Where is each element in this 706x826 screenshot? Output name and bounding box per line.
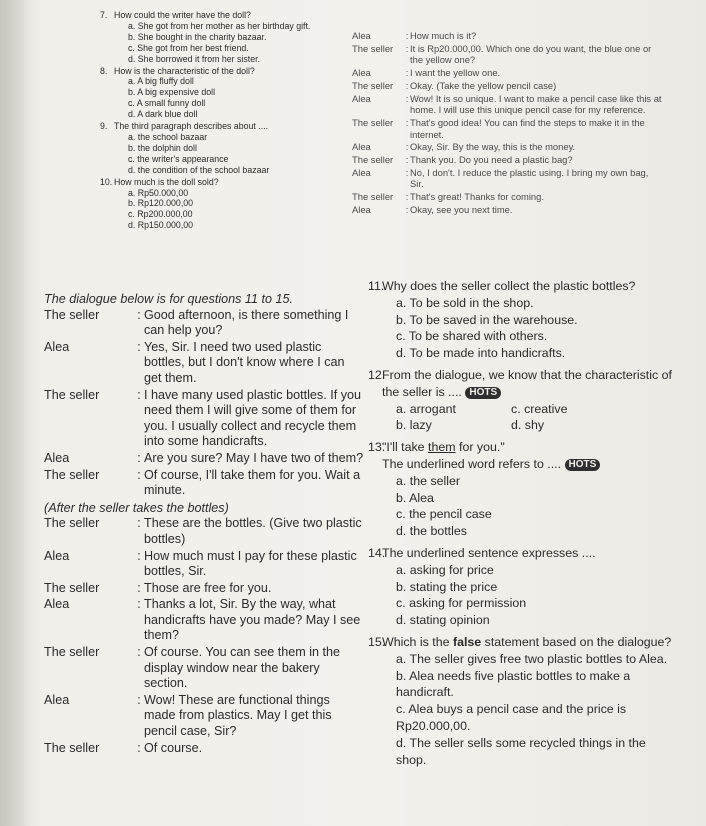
speaker-name: Alea: [44, 450, 70, 465]
option: a. arrogant: [396, 401, 456, 416]
dialogue-line: [352, 43, 662, 66]
colon: :: [137, 580, 141, 595]
dialogue-line: [352, 167, 662, 190]
question-8: [100, 66, 345, 121]
question-11: [368, 278, 673, 362]
question-number: 15.: [368, 634, 386, 649]
speaker-name: The seller: [44, 467, 100, 482]
option: c. the writer's appearance: [128, 153, 229, 164]
spoken-text: Of course, I'll take them for you. Wait a minute.: [144, 467, 361, 498]
question-number: 10.: [100, 176, 113, 187]
dialogue-lines: [44, 308, 364, 757]
spoken-text: How much must I pay for these plastic bottles, Sir.: [144, 548, 357, 579]
underlined-word: them: [428, 440, 456, 455]
question-number: 12.: [368, 367, 386, 382]
option-row: [396, 417, 673, 434]
speaker-name: Alea: [44, 692, 70, 707]
question-number: 14.: [368, 545, 386, 560]
question-number: 11.: [368, 279, 385, 293]
colon: :: [137, 307, 141, 322]
main-dialogue: [44, 292, 364, 757]
question-text: The third paragraph describes about ....: [114, 121, 269, 132]
question-text: The underlined sentence expresses ....: [382, 545, 596, 560]
spoken-text: Okay, Sir. By the way, this is the money.: [410, 141, 576, 153]
colon: :: [137, 645, 141, 660]
speaker-name: The seller: [352, 79, 394, 91]
dialogue-line: [352, 93, 662, 116]
spoken-text: Of course.: [144, 740, 203, 755]
option: c. Alea buys a pencil case and the price is Rp20.000,00.: [396, 702, 627, 733]
spoken-text: Good afternoon, is there something I can help you?: [144, 307, 349, 338]
colon: :: [137, 339, 141, 354]
question-text: How is the characteristic of the doll?: [114, 65, 255, 76]
option: d. To be made into handicrafts.: [396, 346, 566, 361]
speaker-name: The seller: [352, 191, 394, 203]
spoken-text: It is Rp20.000,00. Which one do you want, the blue one or the yellow one?: [410, 42, 652, 66]
question-9: [100, 121, 345, 176]
question-text: Why does the seller collect the plastic bottles?: [382, 279, 636, 293]
dialogue-line: [352, 191, 662, 203]
option: d. shy: [511, 418, 545, 433]
option: b. the dolphin doll: [128, 142, 197, 153]
colon: :: [137, 548, 141, 563]
colon: :: [137, 516, 141, 531]
speaker-name: The seller: [44, 516, 100, 531]
question-text: [382, 367, 673, 401]
colon: :: [405, 30, 409, 41]
colon: :: [405, 42, 409, 54]
dialogue-line: [44, 597, 364, 644]
dialogue-line: [44, 388, 364, 450]
option: c. the pencil case: [396, 507, 492, 522]
dialogue-line: [44, 581, 364, 597]
option: a. Rp50.000,00: [128, 187, 189, 198]
option: c. Rp200.000,00: [128, 209, 193, 220]
colon: :: [137, 597, 141, 612]
quote-pre: "I'll take: [382, 440, 429, 455]
page-fold-shadow: [0, 0, 30, 826]
colon: :: [137, 450, 141, 465]
dialogue-line: [44, 645, 364, 692]
dialogue-line: [44, 451, 364, 467]
spoken-text: Yes, Sir. I need two used plastic bottles, but I don't know where I can get them.: [144, 339, 345, 385]
spoken-text: Wow! These are functional things made from plastics. May I get this pencil case, Sir?: [144, 692, 332, 739]
speaker-name: The seller: [44, 307, 100, 322]
speaker-name: Alea: [44, 548, 70, 563]
option: b. Alea: [396, 490, 434, 505]
colon: :: [405, 67, 409, 79]
dialogue-line: [44, 741, 364, 757]
spoken-text: That's great! Thanks for coming.: [410, 191, 544, 203]
dialogue-line: [44, 693, 364, 740]
option: d. Rp150.000,00: [128, 220, 194, 231]
speaker-name: Alea: [352, 203, 371, 215]
option: b. stating the price: [396, 579, 498, 594]
colon: :: [405, 116, 409, 128]
colon: :: [405, 92, 409, 104]
option: b. lazy: [396, 418, 432, 433]
colon: :: [405, 203, 409, 215]
spoken-text: These are the bottles. (Give two plastic bottles): [144, 516, 362, 546]
option: d. A dark blue doll: [128, 109, 198, 120]
speaker-name: Alea: [44, 597, 70, 612]
question-text: [382, 456, 673, 473]
question-12-text: From the dialogue, we know that the characteristic of the seller is ....: [382, 367, 672, 399]
question-15: [368, 634, 673, 768]
dialogue-line: [44, 308, 364, 339]
dialogue-line: [352, 117, 662, 140]
option: c. asking for permission: [396, 596, 527, 611]
spoken-text: Thank you. Do you need a plastic bag?: [410, 154, 573, 166]
colon: :: [405, 166, 409, 178]
option-row: [396, 401, 673, 418]
spoken-text: I have many used plastic bottles. If you need them I will give some of them for you. I usually collect and recycle them into some handicrafts.: [144, 387, 362, 449]
option: c. A small funny doll: [128, 98, 206, 109]
option: d. She borrowed it from her sister.: [128, 53, 261, 64]
dialogue-line: [352, 141, 662, 153]
dialogue-line: [44, 516, 364, 547]
speaker-name: Alea: [352, 30, 371, 41]
colon: :: [405, 79, 409, 91]
dialogue-line: [44, 549, 364, 580]
spoken-text: Are you sure? May I have two of them?: [144, 450, 364, 465]
colon: :: [405, 154, 409, 166]
question-number: 8.: [100, 65, 108, 76]
spoken-text: I want the yellow one.: [410, 67, 501, 79]
speaker-name: Alea: [44, 339, 70, 354]
option: d. the bottles: [396, 524, 467, 539]
questions-11-15: [368, 278, 673, 769]
option: a. She got from her mother as her birthday gift.: [128, 20, 311, 31]
question-number: 13.: [368, 440, 386, 455]
spoken-text: That's good idea! You can find the steps to make it in the internet.: [410, 116, 645, 140]
speaker-name: Alea: [352, 92, 371, 104]
spoken-text: Okay, see you next time.: [410, 203, 513, 215]
top-dialogue: [352, 30, 662, 217]
colon: :: [405, 191, 409, 203]
dialogue-heading: The dialogue below is for questions 11 to 15.: [44, 292, 294, 306]
speaker-name: The seller: [352, 154, 394, 166]
spoken-text: Wow! It is so unique. I want to make a pencil case like this at home. I will use this unique pencil case for my reference.: [410, 92, 662, 116]
option: b. To be saved in the warehouse.: [396, 312, 578, 327]
option: b. Rp120.000,00: [128, 198, 194, 209]
option: c. creative: [511, 401, 568, 416]
spoken-text: Thanks a lot, Sir. By the way, what handicrafts have you made? May I see them?: [144, 597, 361, 643]
question-12: [368, 367, 673, 434]
question-13-text: The underlined word refers to ....: [382, 456, 562, 471]
question-text: [382, 634, 673, 651]
option: c. To be shared with others.: [396, 329, 548, 344]
speaker-name: The seller: [352, 116, 394, 128]
question-quote: [382, 439, 673, 456]
colon: :: [137, 692, 141, 707]
question-number: 7.: [100, 10, 108, 20]
option: d. stating opinion: [396, 613, 490, 628]
speaker-name: Alea: [352, 67, 371, 79]
speaker-name: The seller: [44, 580, 100, 595]
text-post: statement based on the dialogue?: [481, 634, 672, 649]
question-number: 9.: [100, 121, 108, 132]
hots-badge: HOTS: [465, 387, 501, 399]
option: a. A big fluffy doll: [128, 76, 194, 87]
text-pre: Which is the: [382, 634, 453, 649]
question-10: [100, 177, 345, 232]
option: b. A big expensive doll: [128, 87, 216, 98]
colon: :: [137, 740, 141, 755]
quote-post: for you.": [455, 440, 505, 455]
option: a. The seller gives free two plastic bottles to Alea.: [396, 651, 668, 666]
question-14: [368, 545, 673, 629]
option: d. The seller sells some recycled things in the shop.: [396, 735, 646, 767]
option: c. She got from her best friend.: [128, 42, 249, 53]
spoken-text: Okay. (Take the yellow pencil case): [410, 79, 557, 91]
option: a. the school bazaar: [128, 131, 208, 142]
spoken-text: No, I don't. I reduce the plastic using. I bring my own bag, Sir.: [410, 166, 649, 190]
option: a. the seller: [396, 473, 461, 488]
colon: :: [137, 467, 141, 482]
speaker-name: Alea: [352, 141, 371, 153]
speaker-name: The seller: [352, 42, 394, 54]
speaker-name: The seller: [44, 387, 100, 402]
speaker-name: The seller: [44, 645, 100, 660]
dialogue-line: [352, 204, 662, 216]
dialogue-line: [44, 468, 364, 499]
dialogue-line: [352, 80, 662, 92]
speaker-name: Alea: [352, 166, 371, 178]
question-text: How could the writer have the doll?: [114, 10, 251, 20]
colon: :: [137, 387, 141, 402]
question-text: How much is the doll sold?: [114, 176, 219, 187]
option: b. Alea needs five plastic bottles to make a handicraft.: [396, 668, 631, 700]
option: a. To be sold in the shop.: [396, 295, 534, 310]
hots-badge: HOTS: [565, 459, 601, 471]
dialogue-line: [352, 30, 662, 42]
dialogue-line: [352, 67, 662, 79]
speaker-name: The seller: [44, 740, 100, 755]
questions-7-10: [100, 10, 345, 232]
spoken-text: How much is it?: [410, 30, 477, 41]
colon: :: [405, 141, 409, 153]
question-7: [100, 10, 345, 65]
bold-word: false: [452, 634, 482, 649]
dialogue-line: [352, 154, 662, 166]
question-13: [368, 439, 673, 540]
option: b. She bought in the charity bazaar.: [128, 31, 267, 42]
dialogue-line: [44, 340, 364, 387]
stage-direction: (After the seller takes the bottles): [44, 500, 229, 515]
option: d. the condition of the school bazaar: [128, 164, 270, 175]
spoken-text: Of course. You can see them in the display window near the bakery section.: [144, 645, 341, 691]
spoken-text: Those are free for you.: [144, 580, 272, 595]
option: a. asking for price: [396, 562, 494, 577]
